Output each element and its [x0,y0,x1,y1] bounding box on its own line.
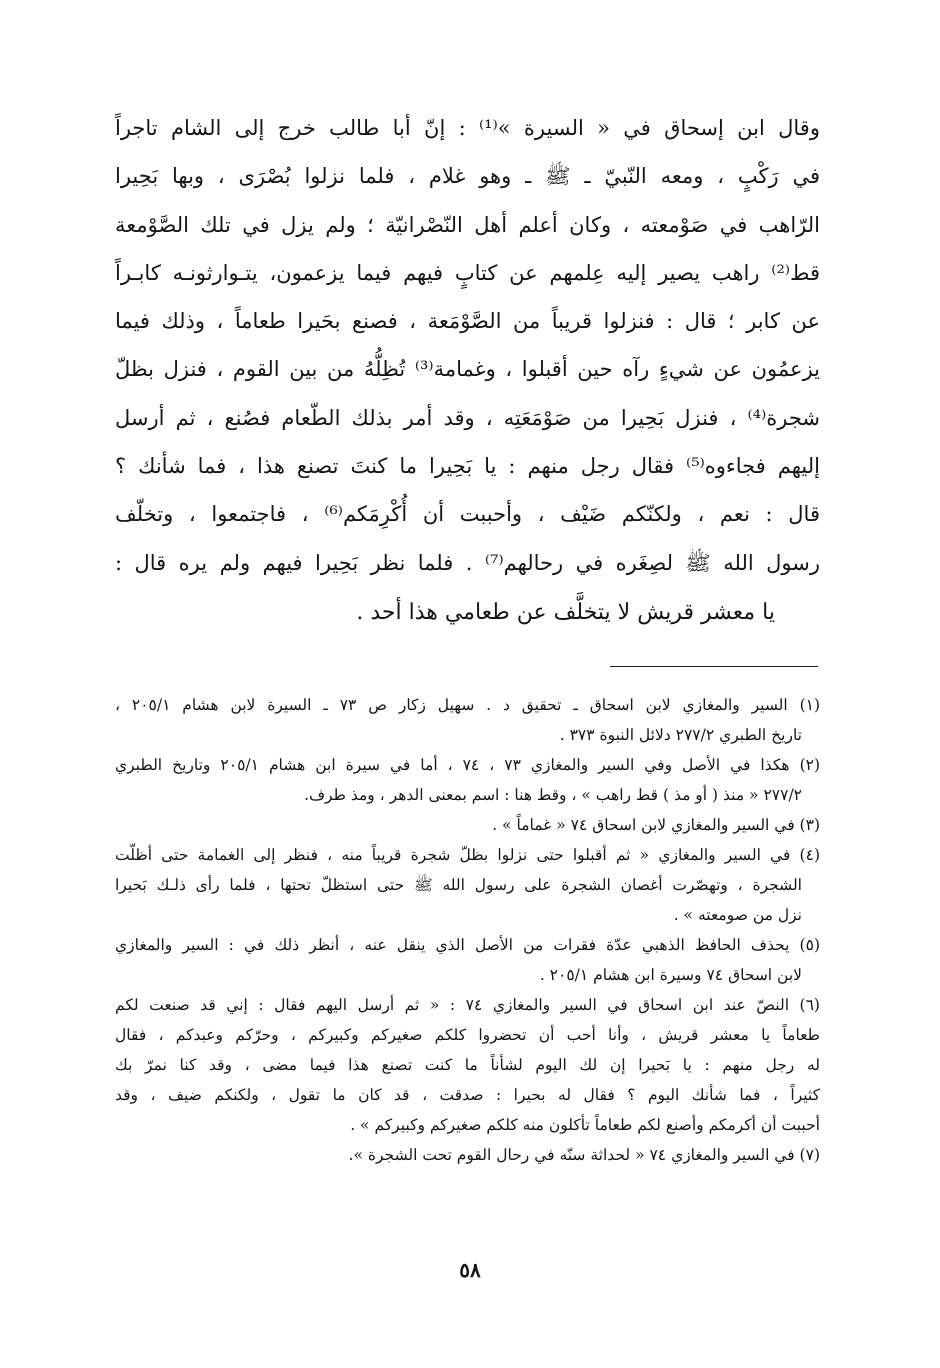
main-text [115,104,820,587]
footnote-4 [115,840,820,930]
footnote-2 [115,750,820,810]
body-line: في رَكْبٍ ، ومعه النّبيّ ـ ﷺ ـ وهو غلام ، فلما نزلوا بُصْرَى ، وبها بَحِيرا [115,164,820,189]
footnote-line: (٤) في السير والمغازي « ثم أقبلوا حتى نزلوا بظلّ شجرة قريباً منه ، فنظر إلى الغمامة حتى أظلّت [115,846,820,864]
footnote-line: (٦) النصّ عند ابن اسحاق في السير والمغازي ٧٤ : « ثم أرسل اليهم فقال : إني قد صنعت لكم [115,996,820,1014]
footnote-line: (٧) في السير والمغازي ٧٤ « لحداثة سنّه في رحال القوم تحت الشجرة ». [348,1146,820,1164]
footnote-line: له رجل منهم : يا بَحيرا إن لك اليوم لشأناً ما كنت تصنع هذا فيما مضى ، وقد كنا نمرّ بك [115,1056,820,1074]
footnote-line: الشجرة ، وتهصّرت أغصان الشجرة على رسول الله ﷺ حتى استظلّ تحتها ، فلما رأى ذلـك بَحيرا [115,876,802,894]
footnotes [115,690,820,1170]
footnote-7 [115,1140,820,1170]
body-line: عن كابر ؛ قال : فنزلوا قريباً من الصَّوْمَعة ، فصنع بحَيرا طعاماً ، وذلك فيما [115,309,820,334]
footnote-line: نزل من صومعته » . [673,906,802,924]
footnote-line: ٢٧٧/٢ « منذ ( أو مذ ) قط راهب » ، وقط هنا : اسم بمعنى الدهر ، ومذ طرف. [304,786,802,804]
body-line: شجرة⁽⁴⁾ ، فنزل بَحِيرا من صَوْمَعَتِه ، وقد أمر بذلك الطّعام فصُنع ، ثم أرسل [115,405,820,430]
body-line: يزعمُون عن شيءٍ رآه حين أقبلوا ، وغمامة⁽³⁾ تُظِلُّهُ من بين القوم ، فنزل بظلّ [115,357,820,382]
body-line: وقال ابن إسحاق في « السيرة »⁽¹⁾ : إنّ أبا طالب خرج إلى الشام تاجراً [115,116,820,140]
body-line: إليهم فجاءوه⁽⁵⁾ فقال رجل منهم : يا بَحِيرا ما كنتَ تصنع هذا ، فما شأنك ؟ [115,454,820,479]
footnote-line: تاريخ الطبري ٢٧٧/٢ دلائل النبوة ٣٧٣ . [559,726,802,744]
footnote-line: كثيراً ، فما شأنك اليوم ؟ فقال له بحيرا : صدقت ، قد كان ما تقول ، ولكنكم ضيف ، وقد [115,1086,820,1104]
footnote-line: (٥) يحذف الحافظ الذهبي عدّة فقرات من الأصل الذي ينقل عنه ، أنظر ذلك في : السير والمغازي [115,936,820,954]
footnote-line: (٢) هكذا في الأصل وفي السير والمغازي ٧٣ ، ٧٤ ، أما في سيرة ابن هشام ٢٠٥/١ وتاريخ الطبري [115,756,821,774]
body-line: قط⁽²⁾ راهب يصير إليه عِلمهم عن كتابٍ فيهم فيما يزعمون، يتـوارثونـه كابـراً [115,260,820,285]
footnote-line: طعاماً يا معشر قريش ، وأنا أحب أن تحضروا كلكم صغيركم وكبيركم ، وحرّكم وعبدكم ، فقال [115,1026,820,1044]
body-line: الرّاهب في صَوْمعته ، وكان أعلم أهل النّصْرانيّة ؛ ولم يزل في تلك الصَّوْمعة [115,212,820,237]
body-line: قال : نعم ، ولكنّكم ضَيْف ، وأحببت أن أُكْرِمَكم⁽⁶⁾ ، فاجتمعوا ، وتخلّف [115,502,820,527]
footnote-3 [115,810,820,840]
page-number: ٥٨ [459,1258,481,1282]
quoted-speech: يا معشر قريش لا يتخلَّف عن طعامي هذا أحد . [356,600,775,625]
footnote-line: أحببت أن أكرمكم وأصنع لكم طعاماً تأكلون منه كلكم صغيركم وكبيركم » . [350,1116,820,1134]
footnote-line: (٣) في السير والمغازي لابن اسحاق ٧٤ « غماماً » . [492,816,820,834]
footnote-separator [610,666,818,667]
footnote-1 [115,690,820,750]
body-line: رسول الله ﷺ لصِغَره في رحالهم⁽⁷⁾ . فلما نظر بَحِيرا فيهم ولم يره قال : [115,550,820,575]
footnote-line: لابن اسحاق ٧٤ وسيرة ابن هشام ٢٠٥/١ . [539,966,802,984]
footnote-line: (١) السير والمغازي لابن اسحاق ـ تحقيق د . سهيل زكار ص ٧٣ ـ السيرة لابن هشام ٢٠٥/١ ، [115,696,821,714]
footnote-6 [115,990,820,1140]
footnote-5 [115,930,820,990]
